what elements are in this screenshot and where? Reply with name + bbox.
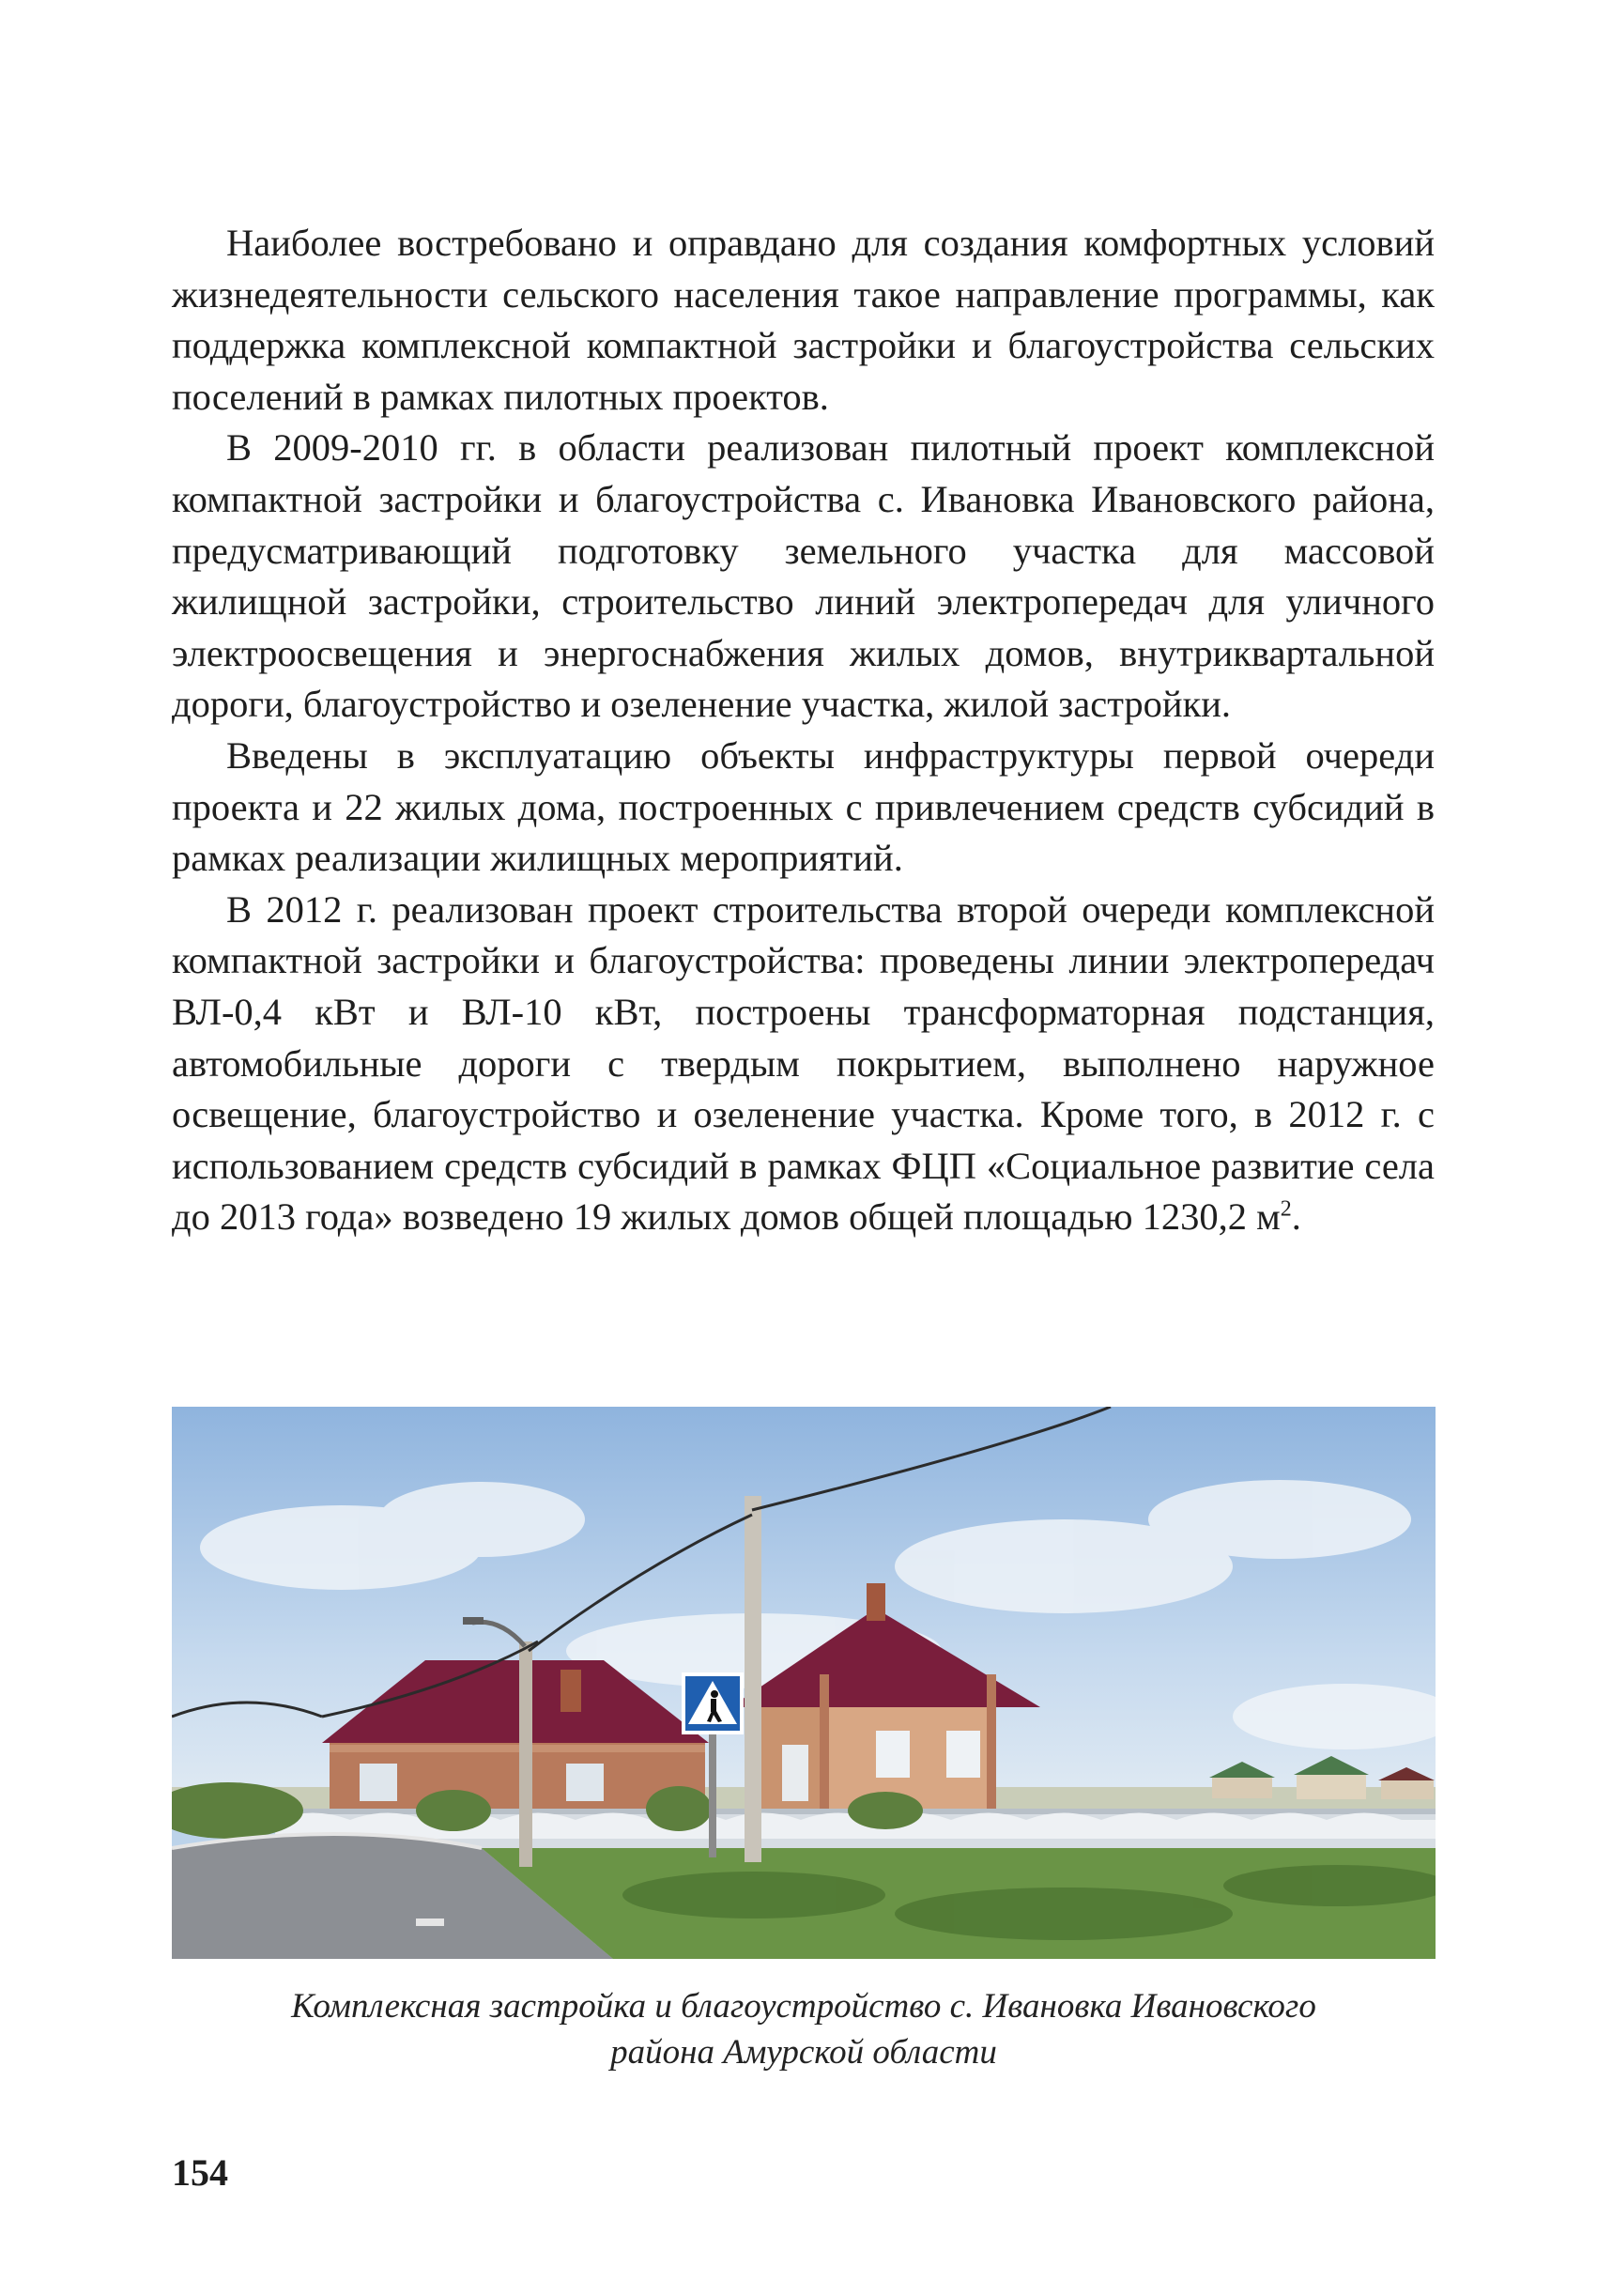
paragraph-4-text: В 2012 г. реализован проект строительства второй очереди комплексной компактной застройки и благоустройства: проведены линии электропередач ВЛ-0,4 кВт и ВЛ-10 кВт, построены трансформаторная подстанция, автомобильные дороги с твердым покрытием, выполнено наружное освещение, благоустройство и озеленение участка. Кроме того, в 2012 г. с использованием средств субсидий в рамках ФЦП «Социальное развитие села до 2013 года» возведено 19 жилых домов общей площадью 1230,2 м bbox=[172, 887, 1435, 1239]
paragraph-4-tail: . bbox=[1291, 1195, 1301, 1239]
superscript-2: 2 bbox=[1280, 1196, 1292, 1222]
photo-caption bbox=[172, 1983, 1436, 2075]
caption-line-1: Комплексная застройка и благоустройство с. Ивановка Ивановского bbox=[291, 1987, 1316, 2026]
body-text bbox=[172, 218, 1435, 1243]
paragraph-4 bbox=[172, 885, 1435, 1243]
paragraph-1: Наиболее востребовано и оправдано для создания комфортных условий жизнедеятельности сельского населения такое направление программы, как поддержка комплексной компактной застройки и благоустройства сельских поселений в рамках пилотных проектов. bbox=[172, 222, 1435, 418]
caption-line-2: района Амурской области bbox=[610, 2033, 997, 2072]
page-number: 154 bbox=[172, 2151, 228, 2194]
paragraph-3: Введены в эксплуатацию объекты инфраструктуры первой очереди проекта и 22 жилых дома, построенных с привлечением средств субсидий в рамках реализации жилищных мероприятий. bbox=[172, 733, 1435, 880]
village-photo bbox=[172, 1407, 1436, 1959]
paragraph-2: В 2009-2010 гг. в области реализован пилотный проект комплексной компактной застройки и благоустройства с. Ивановка Ивановского района, предусматривающий подготовку земельного участка для массовой жилищной застройки, строительство линий электропередач для уличного электроосвещения и энергоснабжения жилых домов, внутриквартальной дороги, благоустройство и озеленение участка, жилой застройки. bbox=[172, 426, 1435, 726]
village-photo-illustration bbox=[172, 1407, 1436, 1959]
